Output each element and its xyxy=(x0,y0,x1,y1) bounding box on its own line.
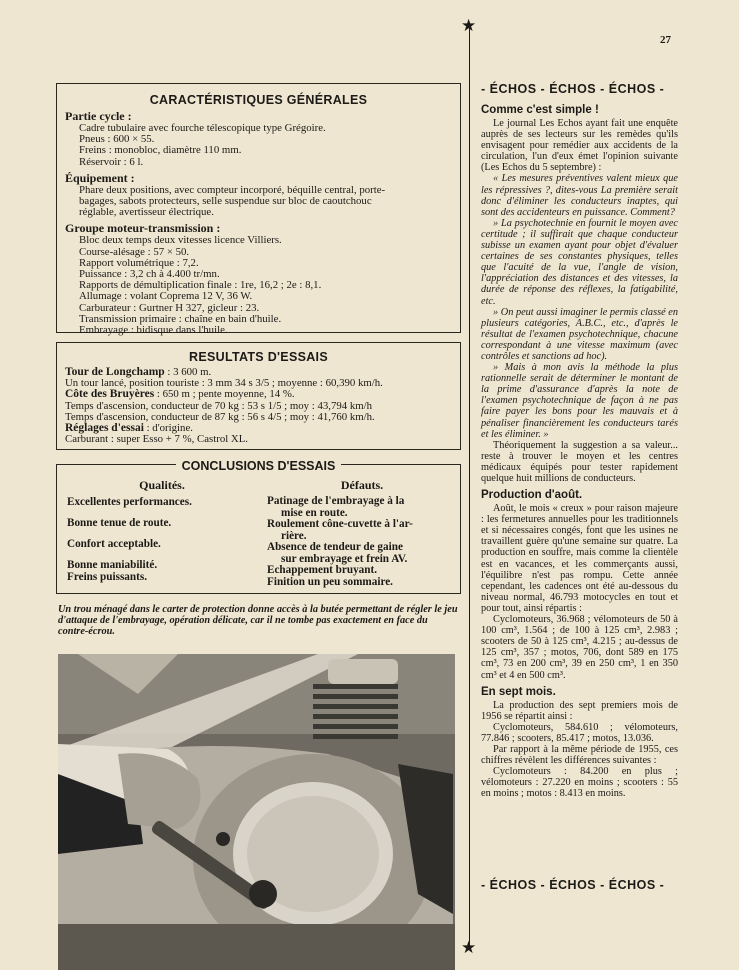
defauts-title: Défauts. xyxy=(340,478,384,492)
paragraph: La production des sept premiers mois de 1956 se répartit ainsi : xyxy=(481,699,678,722)
result-line: Un tour lancé, position touriste : 3 mm 34 s 3/5 ; moyenne : 60,390 km/h. xyxy=(65,377,383,390)
conclusions-title-wrap xyxy=(57,457,460,475)
heading-production-aout: Production d'août. xyxy=(481,489,583,502)
heading-comme-c-est-simple: Comme c'est simple ! xyxy=(481,104,599,116)
qualites-title: Qualités. xyxy=(139,478,185,492)
spec-line: Allumage : volant Coprema 12 V, 36 W. xyxy=(79,290,253,303)
result-line: Temps d'ascension, conducteur de 70 kg : 53 s 1/5 ; moy : 43,794 km/h xyxy=(65,399,373,412)
result-bold: Côte des Bruyères xyxy=(65,388,155,401)
page-number: 27 xyxy=(660,34,671,46)
spec-line: bagages, sabots protecteurs, selle suspendue sur bloc de caoutchouc xyxy=(79,195,372,208)
spec-line: Rapport volumétrique : 7,2. xyxy=(79,256,199,269)
defaut-item: sur embrayage et frein AV. xyxy=(281,552,408,565)
spec-line: Phare deux positions, avec compteur incorporé, béquille central, porte- xyxy=(79,183,386,196)
engine-photo xyxy=(58,654,455,970)
spec-line: réglable, avertisseur électrique. xyxy=(79,206,214,219)
result-text: : d'origine. xyxy=(143,422,193,435)
specs-title: CARACTÉRISTIQUES GÉNÉRALES xyxy=(149,93,368,107)
spec-line: Bloc deux temps deux vitesses licence Villiers. xyxy=(79,234,282,247)
paragraph: Le journal Les Echos ayant fait une enquête auprès de ses lecteurs sur les remèdes qu'ils envisagent pour remédier aux accidents de la circulation, l'un d'eux émet l'opinion suivante (Les Echos du 5 septembre) : xyxy=(481,118,678,174)
qualite-item: Excellentes performances. xyxy=(67,496,192,508)
conclusions-box xyxy=(56,459,461,594)
spec-heading-cycle: Partie cycle : xyxy=(65,109,132,123)
paragraph: » La psychotechnie en fournit le moyen avec certitude ; il suffirait que chaque conducteur subisse un examen ayant pour objet d'évaluer certaines de ses constantes physiques, telles que l'acuité de la vue, l'angle de vision, l'appréciation des distances et des vitesses, la durée de réponse des réflexes, la fatigabilité, etc. xyxy=(481,217,678,307)
spec-heading-equipement: Équipement : xyxy=(65,170,135,185)
defaut-item: Finition un peu sommaire. xyxy=(267,575,393,588)
spec-heading-groupe: Groupe moteur-transmission : xyxy=(65,221,221,236)
qualite-item: Bonne tenue de route. xyxy=(67,517,172,529)
results-title: RESULTATS D'ESSAIS xyxy=(189,350,328,364)
conclusions-title: CONCLUSIONS D'ESSAIS xyxy=(176,459,342,473)
spec-line: Carburateur : Gurtner H 327, gicleur : 23. xyxy=(79,301,260,314)
defaut-item: Absence de tendeur de gaine xyxy=(267,541,403,553)
echos-banner-top: - ÉCHOS - ÉCHOS - ÉCHOS - xyxy=(481,82,665,96)
star-icon: ★ xyxy=(461,16,477,36)
results-box xyxy=(56,342,461,450)
defaut-item: rière. xyxy=(281,529,307,542)
photo-caption: Un trou ménagé dans le carter de protection donne accès à la butée permettant de régler le jeu d'attaque de l'embrayage, opération délicate, car il ne tombe pas exactement en face du contre-écrou. xyxy=(58,604,458,637)
result-line: Temps d'ascension, conducteur de 87 kg : 56 s 4/5 ; moy : 41,760 km/h. xyxy=(65,410,375,423)
spec-line: Embrayage : bidisque dans l'huile. xyxy=(79,324,228,337)
echos-banner-bottom: - ÉCHOS - ÉCHOS - ÉCHOS - xyxy=(481,878,665,892)
result-text: : 3 600 m. xyxy=(164,366,212,378)
paragraph: » Mais à mon avis la méthode la plus rationnelle serait de déterminer le montant de la prime d'assurance d'après la note de l'examen psychotechnique de façon à ne pas faire payer les bons pour les mauvais et à pénaliser financièrement les conducteurs tarés et les éliminer. » xyxy=(481,362,678,440)
qualites-column xyxy=(67,478,257,583)
defaut-item: Patinage de l'embrayage à la xyxy=(267,495,405,507)
paragraph: » On peut aussi imaginer le permis classé en plusieurs catégories, A.B.C., etc., d'après le résultat de l'examen psychotechnique, chacune correspondant à une vitesse maximum (avec contrôles et sanctions ad hoc). xyxy=(481,306,678,362)
qualite-item: Freins puissants. xyxy=(67,571,147,583)
result-text: : 650 m ; pente moyenne, 14 %. xyxy=(154,388,295,401)
spec-line: Transmission primaire : chaîne en bain d'huile. xyxy=(79,312,282,325)
spec-line: Cadre tubulaire avec fourche télescopique type Grégoire. xyxy=(79,122,326,134)
paragraph: Cyclomoteurs, 36.968 ; vélomoteurs de 50 à 100 cm³, 1.564 ; de 100 à 125 cm³, 2.983 ; scooters de 50 à 125 cm³, 4.215 ; au-dessus de 125 cm³, 357 ; motos, 706, dont 589 en 175 cm³, 73 en 200 cm³, 39 en 250 cm³, 1 en 350 cm³ et 4 en 500 cm³. xyxy=(481,614,678,681)
star-icon: ★ xyxy=(461,938,477,958)
defauts-column xyxy=(267,478,457,588)
qualite-item: Bonne maniabilité. xyxy=(67,559,158,571)
paragraph: « Les mesures préventives valent mieux que les répressives ?, dites-vous La première serait donc d'éliminer les conducteurs inaptes, qui sont des accidenteurs en puissance. Comment? xyxy=(481,173,678,218)
defaut-item: Roulement cône-cuvette à l'ar- xyxy=(267,518,413,530)
spec-line: Réservoir : 6 l. xyxy=(79,155,144,168)
result-line: Carburant : super Esso + 7 %, Castrol XL. xyxy=(65,433,249,446)
result-bold: Réglages d'essai xyxy=(65,422,144,435)
echos-column xyxy=(481,104,678,799)
specs-box xyxy=(56,83,461,337)
spec-line: Puissance : 3,2 ch à 4.400 tr/mn. xyxy=(79,268,220,281)
paragraph: Août, le mois « creux » pour raison majeure : les fermetures annuelles pour les traditionnels et si nécessaires congés, font que les usines ne travaillent guère qu'une semaine sur quatre. La production en souffre, mais comme la clientèle est en vacances, et les commerçants aussi, l'équilibre n'est pas rompu. Cette année cependant, les cadences ont été au-dessous du niveau normal, 46.793 motocycles en tout et pour tout, ainsi répartis : xyxy=(481,503,678,614)
paragraph: Par rapport à la même période de 1955, ces chiffres révèlent les différences suivantes : xyxy=(481,743,678,767)
spec-line: Pneus : 600 × 55. xyxy=(79,133,155,146)
defaut-item: Echappement bruyant. xyxy=(267,564,378,576)
defaut-item: mise en route. xyxy=(281,506,348,519)
paragraph: Théoriquement la suggestion a sa valeur... reste à trouver le moyen et les centres médicaux équipés pour tester rapidement quelque huit millions de conducteurs. xyxy=(481,439,678,484)
paragraph: Cyclomoteurs : 84.200 en plus ; vélomoteurs : 27.220 en moins ; scooters : 55 en moins ; motos : 8.413 en moins. xyxy=(481,766,678,800)
qualite-item: Confort acceptable. xyxy=(67,538,161,550)
heading-en-sept-mois: En sept mois. xyxy=(481,685,556,698)
spec-line: Rapports de démultiplication finale : 1re, 16,2 ; 2e : 8,1. xyxy=(79,279,322,292)
engine-photo-illustration xyxy=(58,654,455,970)
result-line xyxy=(65,389,452,400)
column-divider xyxy=(469,28,470,950)
spec-line: Course-alésage : 57 × 50. xyxy=(79,245,190,258)
spec-line: Freins : monobloc, diamètre 110 mm. xyxy=(79,144,242,157)
result-bold: Tour de Longchamp xyxy=(65,366,165,378)
paragraph: Cyclomoteurs, 584.610 ; vélomoteurs, 77.846 ; scooters, 85.417 ; motos, 13.036. xyxy=(481,721,678,744)
